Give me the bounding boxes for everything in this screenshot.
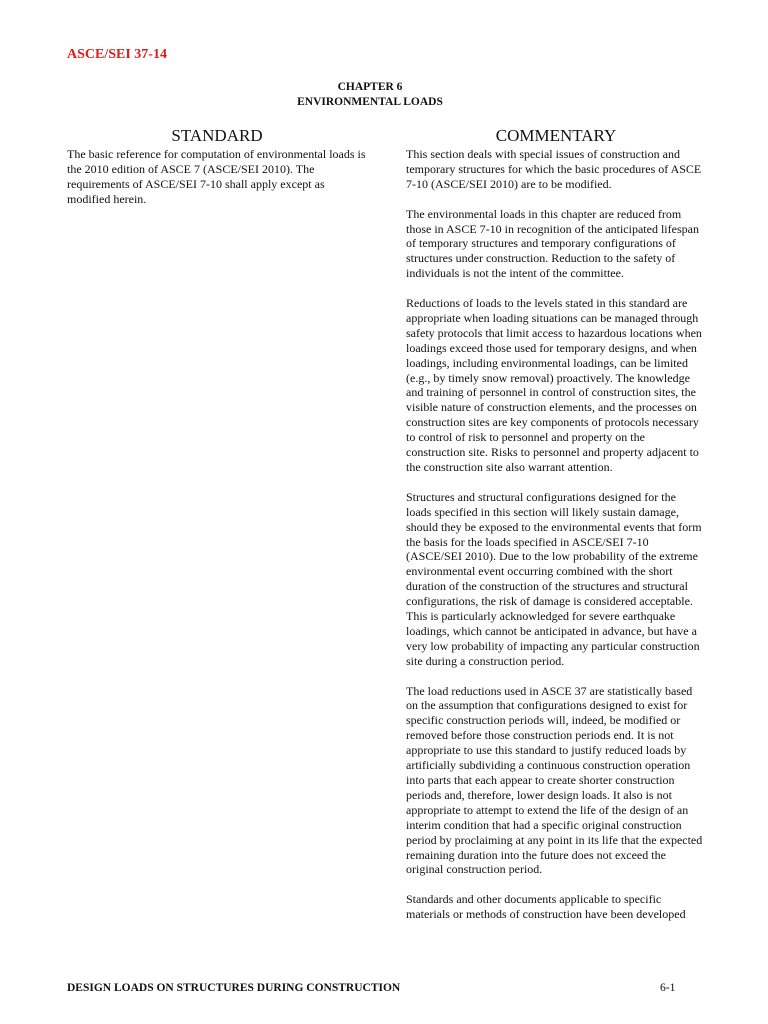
commentary-paragraph: Reductions of loads to the levels stated in this standard are appropriate when loading situations can be managed through safety protocols that limit access to hazardous locations when loadings exceed those used for temporary designs, and when loadings, including environmental loadings, can be limited (e.g., by timely snow removal) proactively. The knowledge and training of personnel in control of construction sites, the visible nature of construction elements, and the processes on construction sites are key components of protocols necessary to control of risk to personnel and property on the construction site. Risks to personnel and property adjacent to the construction site also warrant attention.: [406, 296, 702, 474]
commentary-column: [406, 147, 704, 937]
standard-heading: STANDARD: [171, 126, 263, 145]
commentary-paragraph: This section deals with special issues of construction and temporary structures for which the basic procedures of ASCE 7-10 (ASCE/SEI 2010) are to be modified.: [406, 147, 702, 191]
chapter-title: ENVIRONMENTAL LOADS: [297, 96, 443, 108]
commentary-paragraph: Structures and structural configurations designed for the loads specified in this section will likely sustain damage, should they be exposed to the environmental events that form the basis for the loads specified in ASCE/SEI 7-10 (ASCE/SEI 2010). Due to the low probability of the extreme environmental event occurring combined with the short duration of the construction of the structures and structural configurations, the risk of damage is considered acceptable. This is particularly acknowledged for severe earthquake loadings, which cannot be anticipated in advance, but have a very low probability of impacting any particular construction site during a construction period.: [406, 489, 702, 668]
commentary-heading: COMMENTARY: [495, 126, 617, 145]
commentary-paragraph: The load reductions used in ASCE 37 are statistically based on the assumption that configurations designed to exist for specific construction periods will, indeed, be modified or removed before those construction periods end. It is not appropriate to use this standard to justify reduced loads by artificially subdividing a continuous construction operation into parts that each appear to create shorter construction periods and, therefore, lower design loads. It also is not appropriate to attempt to extend the life of the design of an interim condition that had a specific original construction period by proclaiming at any point in its life that the expected remaining duration into the future does not exceed the original construction period.: [406, 683, 703, 877]
footer-title: DESIGN LOADS ON STRUCTURES DURING CONSTRUCTION: [67, 982, 401, 994]
standard-paragraph: The basic reference for computation of environmental loads is the 2010 edition of ASCE 7 (ASCE/SEI 2010). The requirements of ASCE/SEI 7-10 shall apply except as modified herein.: [67, 147, 366, 206]
commentary-paragraph: Standards and other documents applicable to specific materials or methods of construction have been developed: [406, 892, 686, 922]
chapter-heading: [0, 80, 740, 110]
document-id: ASCE/SEI 37-14: [67, 47, 167, 62]
chapter-number: CHAPTER 6: [337, 81, 403, 93]
page-number: 6-1: [660, 982, 676, 994]
commentary-paragraph: The environmental loads in this chapter are reduced from those in ASCE 7-10 in recognition of the anticipated lifespan of temporary structures and temporary configurations of structures under construction. Reduction to the safety of individuals is not the intent of the committee.: [406, 206, 699, 281]
standard-column: [67, 147, 367, 207]
